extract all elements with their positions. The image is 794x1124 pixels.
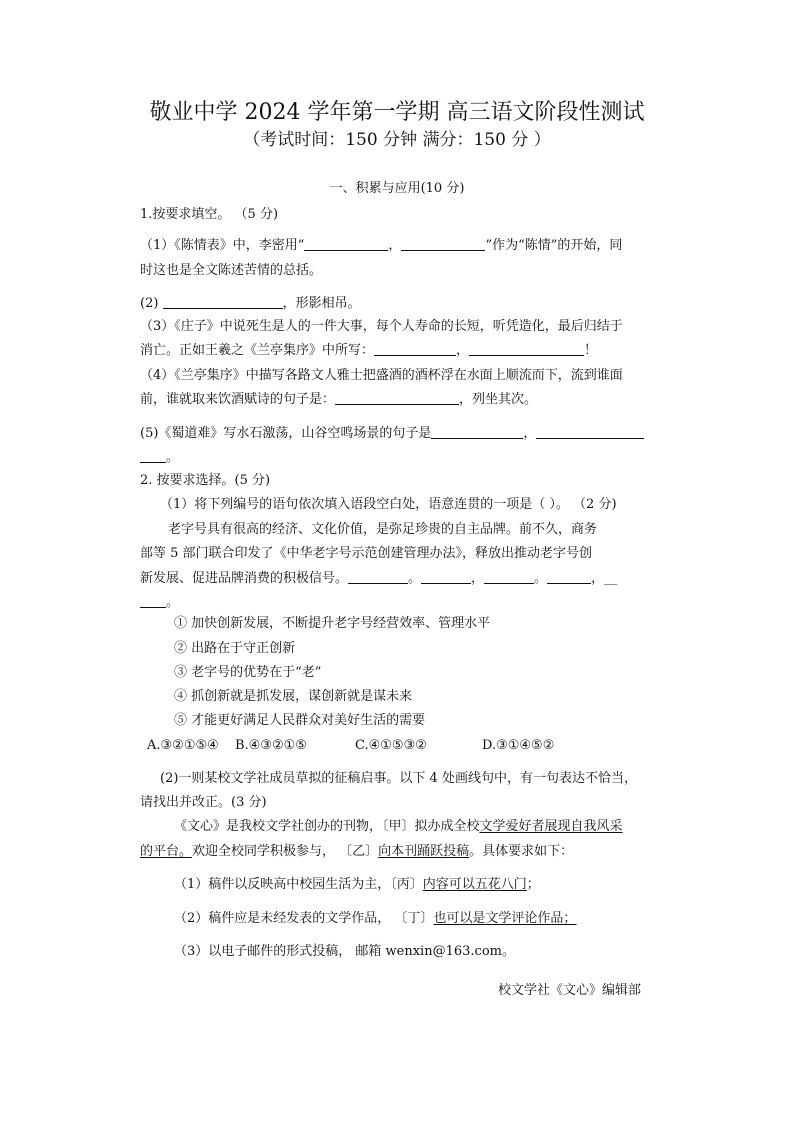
option-4: ④ 抓创新就是抓发展，谋创新就是谋未来 [174,689,413,704]
q1-item-3-cont [140,342,597,360]
punctuation: ； [526,877,540,892]
punctuation: ！ [584,343,598,358]
punctuation: 。 [166,595,180,610]
q1-item-3-text: 消亡。正如王羲之《兰亭集序》中所写： [140,343,375,358]
answer-blank[interactable] [484,570,534,584]
notice-line [140,843,573,861]
punctuation: ， [471,571,485,586]
q1-item-4: （4）《兰亭集序》中描写各路文人雅士把盛酒的酒杯浮在水面上顺流而下，流到谁面 [140,368,623,383]
requirement-1 [174,876,540,894]
answer-blank[interactable] [431,425,523,439]
q1-item-4-text: ，列坐其次。 [459,392,538,407]
q1-item-5-cont [140,449,179,467]
answer-blank-text: __ [604,571,618,586]
q1-item-2 [140,295,361,313]
punctuation: ， [591,571,605,586]
underlined-sentence-ding: 也可以是文学评论作品； [433,911,577,926]
punctuation: ， [388,238,402,253]
q1-item-1 [140,237,622,255]
requirement-3: （3）以电子邮件的形式投稿， 邮箱 wenxin@163.com。 [174,944,515,959]
answer-blank[interactable] [374,342,456,356]
q2-part-2-stem-cont: 请找出并改正。(3 分) [140,795,267,810]
option-3: ③ 老字号的优势在于“老” [174,665,322,680]
answer-blank[interactable] [140,449,166,463]
answer-blank[interactable] [304,237,388,251]
option-5: ⑤ 才能更好满足人民群众对美好生活的需要 [174,713,426,728]
notice-text: 欢迎全校同学积极参与， 〔乙〕 [192,844,379,859]
answer-blank[interactable] [536,425,644,439]
choice-c[interactable]: C.④①⑤③② [355,738,427,753]
page-title: 敬业中学 2024 学年第一学期 高三语文阶段性测试 [149,100,645,125]
q1-item-2-text: ，形影相吊。 [282,296,361,311]
option-2: ② 出路在于守正创新 [174,641,296,656]
q1-item-1-text: ”作为“陈情”的开始，同 [485,238,623,253]
underlined-sentence-jia: 文学爱好者展现自我风采 [479,819,623,834]
option-1: ① 加快创新发展，不断提升老字号经营效率、管理水平 [174,616,491,631]
q1-item-5 [140,425,644,443]
answer-blank[interactable] [140,594,166,608]
q1-item-4-text: 前，谁就取来饮酒赋诗的句子是： [140,392,336,407]
punctuation: ， [523,426,537,441]
q1-item-5-text: (5)《蜀道难》写水石激荡，山谷空鸣场景的句子是 [140,426,432,441]
q2-part-2-stem: (2)一则某校文学社成员草拟的征稿启事。以下 4 处画线句中，有一句表达不恰当， [160,771,637,786]
choice-d[interactable]: D.③①④⑤② [482,738,555,753]
q1-item-3: （3）《庄子》中说死生是人的一件大事，每个人寿命的长短，听凭造化，最后归结于 [140,319,623,334]
notice-line [174,818,623,836]
choice-b[interactable]: B.④③②①⑤ [235,738,307,753]
punctuation: 。 [408,571,422,586]
underlined-sentence-jia: 的平台。 [140,844,193,859]
requirement-text: （1）稿件以反映高中校园生活为主，〔丙〕 [174,877,423,892]
question-2-title: 2. 按要求选择。(5 分) [140,473,271,488]
passage-line: 部等 5 部门联合印发了《中华老字号示范创建管理办法》，释放出推动老字号创 [140,546,593,561]
answer-blank[interactable] [163,295,283,309]
answer-blank[interactable] [421,570,471,584]
answer-blank[interactable] [348,570,408,584]
exam-info: （考试时间：150 分钟 满分：150 分 ） [243,130,551,150]
q1-item-1-text: （1）《陈情表》中，李密用“ [140,238,305,253]
q1-item-4-cont [140,391,537,409]
answer-blank[interactable] [335,391,459,405]
passage-text: 新发展、促进品牌消费的积极信号。 [140,571,349,586]
passage-line: 老字号具有很高的经济、文化价值，是弥足珍贵的自主品牌。前不久，商务 [168,522,598,537]
requirement-text: （2）稿件应是未经发表的文学作品， 〔丁〕 [174,911,434,926]
answer-blank[interactable] [469,342,584,356]
q1-item-1-cont: 时这也是全文陈述苦情的总括。 [140,263,323,278]
punctuation: ， [456,343,470,358]
notice-text: 《文心》是我校文学社创办的刊物，〔甲〕拟办成全校 [174,819,480,834]
choice-a[interactable]: A.③②①⑤④ [147,738,219,753]
notice-text: 。具体要求如下： [469,844,574,859]
section-heading: 一、积累与应用(10 分) [329,181,465,196]
q1-item-2-label: (2) [140,296,159,311]
notice-signature: 校文学社《文心》编辑部 [498,983,642,998]
punctuation: 。 [166,450,180,465]
underlined-sentence-bing: 内容可以五花八门 [422,877,527,892]
requirement-2 [174,910,576,928]
q2-part-1-stem: （1）将下列编号的语句依次填入语段空白处，语意连贯的一项是（ ）。 （2 分) [160,497,617,512]
passage-line [140,570,617,588]
passage-line [140,594,179,612]
punctuation: 。 [534,571,548,586]
answer-blank[interactable] [547,570,591,584]
question-1-title: 1.按要求填空。 （5 分) [140,207,279,222]
underlined-sentence-yi: 向本刊踊跃投稿 [378,844,470,859]
answer-blank[interactable] [401,237,485,251]
